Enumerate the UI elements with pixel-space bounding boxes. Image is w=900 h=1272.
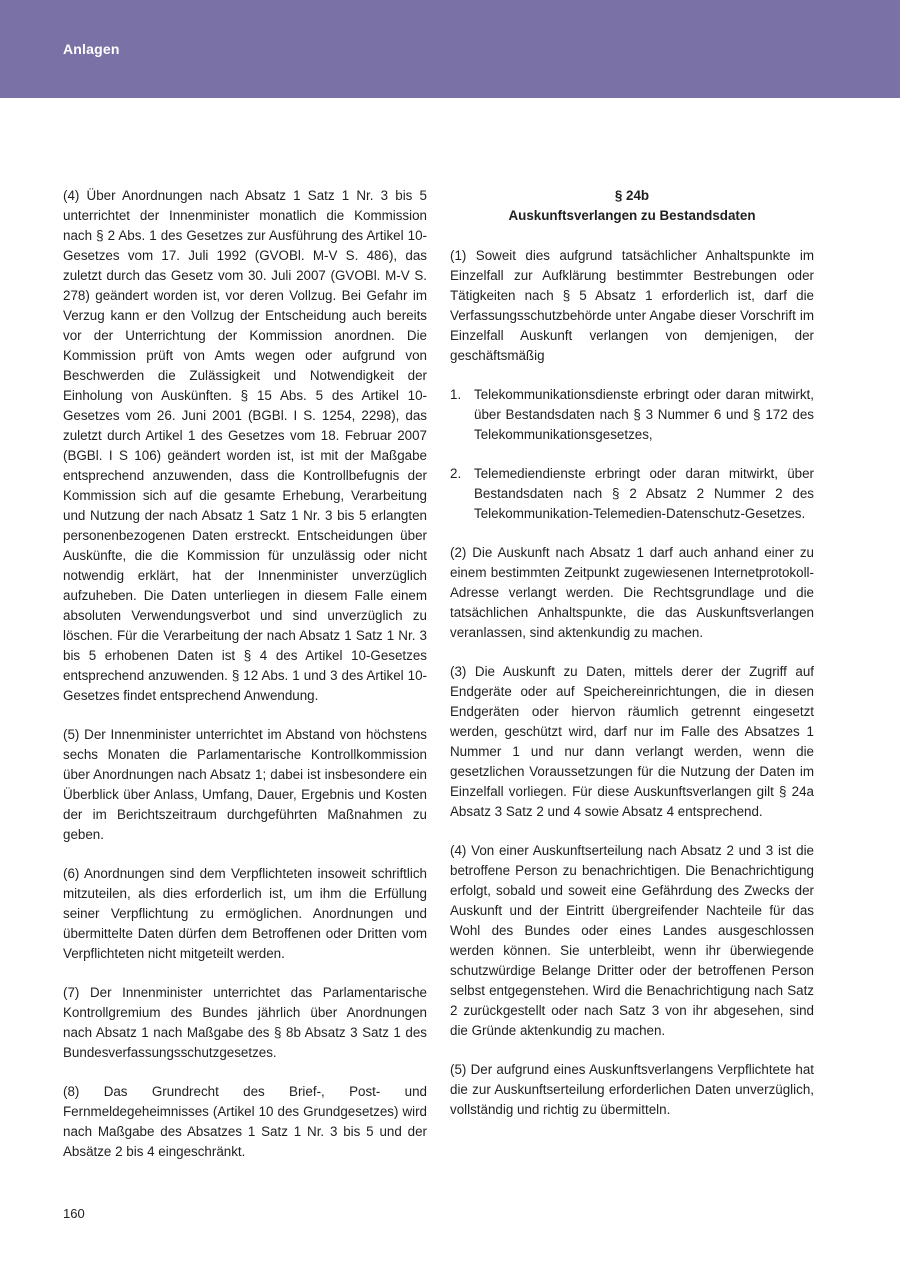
list-item-number: 1. <box>450 387 462 402</box>
list-item-number: 2. <box>450 466 462 481</box>
header-band <box>0 0 900 98</box>
section-label: Anlagen <box>63 41 120 57</box>
page-number: 160 <box>63 1206 85 1221</box>
list-item-text: Telekommunikationsdienste erbringt oder daran mitwirkt, über Bestandsdaten nach § 3 Nummer 6 und § 172 des Telekommunikationsgesetzes, <box>474 387 814 442</box>
paragraph-4: (4) Von einer Auskunftserteilung nach Absatz 2 und 3 ist die betroffene Person zu benachrichtigen. Die Benachrichtigung erfolgt, sobald und soweit eine Gefährdung des Zwecks der Auskunft und der Eintritt übergreifender Nachteile für das Wohl des Bundes oder eines Landes ausgeschlossen werden können. Sie unterbleibt, wenn ihr überwiegende schutzwürdige Belange Dritter oder der betroffenen Person selbst entgegenstehen. Wird die Benachrichtigung nach Satz 2 zurückgestellt oder nach Satz 3 von ihr abgesehen, sind die Gründe aktenkundig zu machen. <box>450 843 814 1038</box>
list-item-text: Telemediendienste erbringt oder daran mitwirkt, über Bestandsdaten nach § 2 Absatz 2 Nummer 2 des Telekommunikation-Telemedien-Datenschutz-Gesetzes. <box>474 466 814 521</box>
paragraph-5: (5) Der aufgrund eines Auskunftsverlangens Verpflichtete hat die zur Auskunftserteilung erforderlichen Daten unverzüglich, vollständig und richtig zu übermitteln. <box>450 1062 814 1117</box>
paragraph-7: (7) Der Innenminister unterrichtet das Parlamentarische Kontrollgremium des Bundes jährlich über Anordnungen nach Absatz 1 nach Maßgabe des § 8b Absatz 3 Satz 1 des Bundesverfassungsschutzgesetzes. <box>63 985 427 1060</box>
paragraph-3: (3) Die Auskunft zu Daten, mittels derer der Zugriff auf Endgeräte oder auf Speichereinrichtungen, die in diesen Endgeräten oder hiervon räumlich getrennt eingesetzt werden, geschützt wird, darf nur im Falle des Absatzes 1 Nummer 1 und nur dann verlangt werden, wenn die gesetzlichen Voraussetzungen für die Nutzung der Daten im Einzelfall vorliegen. Für diese Auskunftsverlangen gilt § 24a Absatz 3 Satz 2 und 4 sowie Absatz 4 entsprechend. <box>450 664 814 819</box>
section-heading <box>450 186 814 226</box>
numbered-list <box>450 385 814 524</box>
section-number: § 24b <box>614 188 650 203</box>
paragraph-6: (6) Anordnungen sind dem Verpflichteten insoweit schriftlich mitzuteilen, als dies erforderlich ist, um ihm die Erfüllung seiner Verpflichtung zu ermöglichen. Anordnungen und übermittelte Daten dürfen dem Betroffenen oder Dritten vom Verpflichteten nicht mitgeteilt werden. <box>63 866 427 961</box>
paragraph-4: (4) Über Anordnungen nach Absatz 1 Satz 1 Nr. 3 bis 5 unterrichtet der Innenminister monatlich die Kommission nach § 2 Abs. 1 des Gesetzes zur Ausführung des Artikel 10-Gesetzes vom 17. Juli 1992 (GVOBl. M-V S. 486), das zuletzt durch das Gesetz vom 30. Juli 2007 (GVOBl. M-V S. 278) geändert worden ist, vor deren Vollzug. Bei Gefahr im Verzug kann er den Vollzug der Entscheidung auch bereits vor der Unterrichtung der Kommission anordnen. Die Kommission prüft von Amts wegen oder aufgrund von Beschwerden die Zulässigkeit und Notwendigkeit der Einholung von Auskünften. § 15 Abs. 5 des Artikel 10-Gesetzes vom 26. Juni 2001 (BGBl. I S. 1254, 2298), das zuletzt durch Artikel 1 des Gesetzes vom 18. Februar 2007 (BGBl. I S 106) geändert worden ist, ist mit der Maßgabe entsprechend anzuwenden, dass die Kontrollbefugnis der Kommission sich auf die gesamte Erhebung, Verarbeitung und Nutzung der nach Absatz 1 Satz 1 Nr. 3 bis 5 erlangten personenbezogenen Daten erstreckt. Entscheidungen über Auskünfte, die die Kommission für unzulässig oder nicht notwendig erklärt, hat der Innenminister unverzüglich aufzuheben. Die Daten unterliegen in diesem Falle einem absoluten Verwendungsverbot und sind unverzüglich zu löschen. Für die Verarbeitung der nach Absatz 1 Satz 1 Nr. 3 bis 5 erhobenen Daten ist § 4 des Artikel 10-Gesetzes entsprechend anzuwenden. § 12 Abs. 1 und 3 des Artikel 10-Gesetzes findet entsprechend Anwendung. <box>63 188 427 703</box>
left-column <box>63 186 427 1181</box>
paragraph-5: (5) Der Innenminister unterrichtet im Abstand von höchstens sechs Monaten die Parlamentarische Kontrollkommission über Anordnungen nach Absatz 1; dabei ist insbesondere ein Überblick über Anlass, Umfang, Dauer, Ergebnis und Kosten der im Berichtszeitraum durchgeführten Maßnahmen zu geben. <box>63 727 427 842</box>
list-item <box>450 464 814 524</box>
right-column <box>450 186 814 1139</box>
section-title: Auskunftsverlangen zu Bestandsdaten <box>508 208 756 223</box>
paragraph-8: (8) Das Grundrecht des Brief-, Post- und Fernmeldegeheimnisses (Artikel 10 des Grundgesetzes) wird nach Maßgabe des Absatzes 1 Satz 1 Nr. 3 bis 5 und der Absätze 2 bis 4 eingeschränkt. <box>63 1084 427 1159</box>
list-item <box>450 385 814 445</box>
paragraph-1: (1) Soweit dies aufgrund tatsächlicher Anhaltspunkte im Einzelfall zur Aufklärung bestimmter Bestrebungen oder Tätigkeiten nach § 5 Absatz 1 erforderlich ist, darf die Verfassungsschutzbehörde unter Angabe dieser Vorschrift im Einzelfall Auskunft verlangen von demjenigen, der geschäftsmäßig <box>450 248 814 363</box>
paragraph-2: (2) Die Auskunft nach Absatz 1 darf auch anhand einer zu einem bestimmten Zeitpunkt zugewiesenen Internetprotokoll-Adresse verlangt werden. Die Rechtsgrundlage und die tatsächlichen Anhaltspunkte, die das Auskunftsverlangen veranlassen, sind aktenkundig zu machen. <box>450 545 814 640</box>
